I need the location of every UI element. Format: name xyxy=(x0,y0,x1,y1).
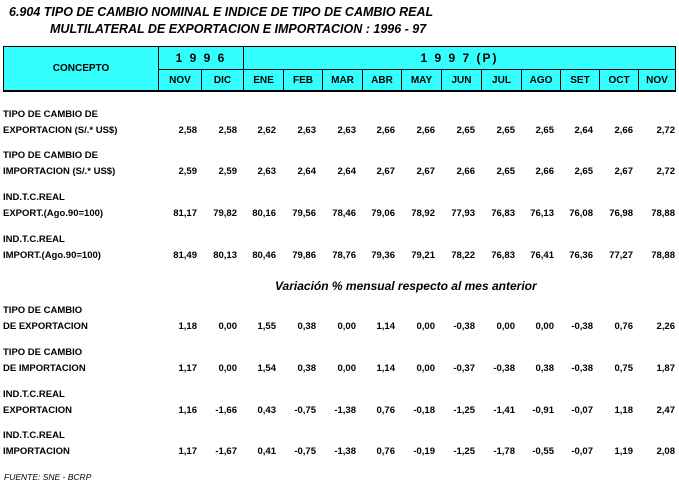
row-label: EXPORTACION (S/.* US$) xyxy=(3,125,118,136)
month-header: NOV xyxy=(639,70,675,91)
table-cell: 2,66 xyxy=(456,166,475,177)
table-cell: 2,64 xyxy=(574,125,593,136)
table-cell: -0,37 xyxy=(453,363,475,374)
table-cell: 77,27 xyxy=(609,250,633,261)
table-cell: -0,38 xyxy=(493,363,515,374)
table-cell: 80,13 xyxy=(213,250,237,261)
table-cell: 1,54 xyxy=(257,363,276,374)
month-header: AGO xyxy=(522,70,561,91)
table-cell: 2,66 xyxy=(416,125,435,136)
table-cell: 2,08 xyxy=(656,446,675,457)
row-label: TIPO DE CAMBIO xyxy=(3,305,83,316)
month-header: OCT xyxy=(600,70,639,91)
table-cell: 0,00 xyxy=(416,363,435,374)
table-cell: 2,67 xyxy=(376,166,395,177)
table-row xyxy=(0,125,679,140)
row-label: IMPORTACION xyxy=(3,446,70,457)
table-cell: 76,83 xyxy=(491,208,515,219)
table-cell: 1,18 xyxy=(178,321,197,332)
table-cell: -1,25 xyxy=(453,405,475,416)
table-cell: 0,38 xyxy=(297,321,316,332)
table-cell: -1,67 xyxy=(215,446,237,457)
table-cell: -0,75 xyxy=(294,405,316,416)
table-cell: 2,65 xyxy=(535,125,554,136)
table-cell: 0,00 xyxy=(337,363,356,374)
table-cell: 2,59 xyxy=(178,166,197,177)
table-row xyxy=(0,321,679,336)
table-cell: 79,36 xyxy=(371,250,395,261)
table-cell: 0,00 xyxy=(416,321,435,332)
table-cell: 2,26 xyxy=(656,321,675,332)
table-cell: 76,36 xyxy=(569,250,593,261)
table-cell: 1,14 xyxy=(376,363,395,374)
row-label: TIPO DE CAMBIO DE xyxy=(3,109,99,120)
table-cell: 80,46 xyxy=(252,250,276,261)
table-row xyxy=(0,166,679,181)
table-cell: 1,17 xyxy=(178,363,197,374)
table-row xyxy=(0,405,679,420)
table-cell: 2,63 xyxy=(257,166,276,177)
row-label: IND.T.C.REAL xyxy=(3,234,65,245)
table-cell: 2,59 xyxy=(218,166,237,177)
table-cell: -0,19 xyxy=(413,446,435,457)
table-cell: -0,75 xyxy=(294,446,316,457)
table-cell: 76,98 xyxy=(609,208,633,219)
row-label: IND.T.C.REAL xyxy=(3,389,65,400)
table-cell: 2,63 xyxy=(337,125,356,136)
table-row-label-line1 xyxy=(0,430,679,445)
table-cell: -1,41 xyxy=(493,405,515,416)
table-cell: 81,49 xyxy=(173,250,197,261)
table-header xyxy=(3,46,676,92)
table-cell: -0,38 xyxy=(571,321,593,332)
table-row-label-line1 xyxy=(0,109,679,124)
table-cell: -1,66 xyxy=(215,405,237,416)
row-label: TIPO DE CAMBIO DE xyxy=(3,150,99,161)
table-row-label-line1 xyxy=(0,305,679,320)
table-row-label-line1 xyxy=(0,389,679,404)
table-cell: 1,16 xyxy=(178,405,197,416)
table-cell: 0,38 xyxy=(297,363,316,374)
table-cell: 2,66 xyxy=(535,166,554,177)
table-cell: 2,72 xyxy=(656,125,675,136)
table-cell: 78,92 xyxy=(411,208,435,219)
table-cell: -0,07 xyxy=(571,446,593,457)
table-cell: -0,91 xyxy=(532,405,554,416)
table-cell: 0,00 xyxy=(535,321,554,332)
table-cell: -1,78 xyxy=(493,446,515,457)
table-row xyxy=(0,446,679,461)
table-cell: 76,83 xyxy=(491,250,515,261)
table-cell: 1,19 xyxy=(614,446,633,457)
row-label: IND.T.C.REAL xyxy=(3,430,65,441)
table-cell: 0,41 xyxy=(257,446,276,457)
table-row-label-line1 xyxy=(0,234,679,249)
row-label: IND.T.C.REAL xyxy=(3,192,65,203)
table-row xyxy=(0,363,679,378)
table-cell: 0,00 xyxy=(218,321,237,332)
table-cell: 2,67 xyxy=(614,166,633,177)
table-cell: 1,87 xyxy=(656,363,675,374)
table-cell: 78,76 xyxy=(332,250,356,261)
table-cell: 0,43 xyxy=(257,405,276,416)
table-cell: 2,64 xyxy=(337,166,356,177)
table-cell: 2,58 xyxy=(178,125,197,136)
table-cell: 2,47 xyxy=(656,405,675,416)
table-cell: 2,72 xyxy=(656,166,675,177)
table-cell: 2,65 xyxy=(456,125,475,136)
table-cell: 0,76 xyxy=(614,321,633,332)
table-cell: 78,88 xyxy=(651,250,675,261)
table-row xyxy=(0,250,679,265)
month-header: DIC xyxy=(202,70,244,91)
month-header: SET xyxy=(561,70,600,91)
table-cell: 80,16 xyxy=(252,208,276,219)
table-cell: 76,41 xyxy=(530,250,554,261)
table-cell: 79,06 xyxy=(371,208,395,219)
table-cell: 2,66 xyxy=(614,125,633,136)
table-cell: 1,55 xyxy=(257,321,276,332)
table-cell: 0,38 xyxy=(535,363,554,374)
table-title-line2: MULTILATERAL DE EXPORTACION E IMPORTACION : 1996 - 97 xyxy=(50,22,427,36)
month-header: ENE xyxy=(244,70,284,91)
table-cell: 2,66 xyxy=(376,125,395,136)
section-title-variation: Variación % mensual respecto al mes anterior xyxy=(275,279,537,293)
table-cell: -1,38 xyxy=(334,446,356,457)
table-cell: 2,65 xyxy=(496,125,515,136)
table-cell: 2,67 xyxy=(416,166,435,177)
table-cell: 2,65 xyxy=(574,166,593,177)
table-cell: 78,22 xyxy=(451,250,475,261)
table-row xyxy=(0,208,679,223)
month-header: FEB xyxy=(284,70,323,91)
table-cell: 2,65 xyxy=(496,166,515,177)
year-1996-header: 1 9 9 6 xyxy=(159,47,244,70)
table-cell: 2,63 xyxy=(297,125,316,136)
month-header: ABR xyxy=(363,70,402,91)
row-label: DE EXPORTACION xyxy=(3,321,88,332)
table-cell: 79,21 xyxy=(411,250,435,261)
table-cell: 0,75 xyxy=(614,363,633,374)
table-cell: 81,17 xyxy=(173,208,197,219)
table-cell: 76,08 xyxy=(569,208,593,219)
table-cell: -0,38 xyxy=(571,363,593,374)
table-cell: 0,00 xyxy=(496,321,515,332)
table-cell: 0,76 xyxy=(376,405,395,416)
table-cell: -1,38 xyxy=(334,405,356,416)
table-cell: 76,13 xyxy=(530,208,554,219)
month-header: NOV xyxy=(159,70,202,91)
row-label: DE IMPORTACION xyxy=(3,363,86,374)
month-header: JUL xyxy=(482,70,522,91)
row-label: TIPO DE CAMBIO xyxy=(3,347,83,358)
month-header: MAR xyxy=(323,70,363,91)
month-header: JUN xyxy=(442,70,482,91)
table-row-label-line1 xyxy=(0,150,679,165)
table-cell: -0,38 xyxy=(453,321,475,332)
table-cell: 1,18 xyxy=(614,405,633,416)
table-cell: -1,25 xyxy=(453,446,475,457)
table-cell: 79,86 xyxy=(292,250,316,261)
source-note: FUENTE: SNE - BCRP xyxy=(4,472,92,482)
row-label: IMPORTACION (S/.* US$) xyxy=(3,166,116,177)
table-cell: 1,17 xyxy=(178,446,197,457)
table-row-label-line1 xyxy=(0,347,679,362)
table-cell: -0,07 xyxy=(571,405,593,416)
year-1997-header: 1 9 9 7 (P) xyxy=(244,47,675,70)
table-cell: 2,58 xyxy=(218,125,237,136)
table-cell: 78,46 xyxy=(332,208,356,219)
table-cell: -0,55 xyxy=(532,446,554,457)
table-cell: 0,76 xyxy=(376,446,395,457)
row-label: IMPORT.(Ago.90=100) xyxy=(3,250,101,261)
row-label: EXPORTACION xyxy=(3,405,72,416)
table-cell: 0,00 xyxy=(337,321,356,332)
table-cell: 79,82 xyxy=(213,208,237,219)
table-cell: -0,18 xyxy=(413,405,435,416)
table-cell: 78,88 xyxy=(651,208,675,219)
row-label: EXPORT.(Ago.90=100) xyxy=(3,208,104,219)
table-cell: 79,56 xyxy=(292,208,316,219)
table-row-label-line1 xyxy=(0,192,679,207)
table-cell: 2,64 xyxy=(297,166,316,177)
table-cell: 77,93 xyxy=(451,208,475,219)
concepto-header: CONCEPTO xyxy=(4,47,159,91)
table-cell: 0,00 xyxy=(218,363,237,374)
table-title-line1: 6.904 TIPO DE CAMBIO NOMINAL E INDICE DE TIPO DE CAMBIO REAL xyxy=(9,5,434,19)
table-cell: 2,62 xyxy=(257,125,276,136)
table-cell: 1,14 xyxy=(376,321,395,332)
month-header: MAY xyxy=(402,70,442,91)
